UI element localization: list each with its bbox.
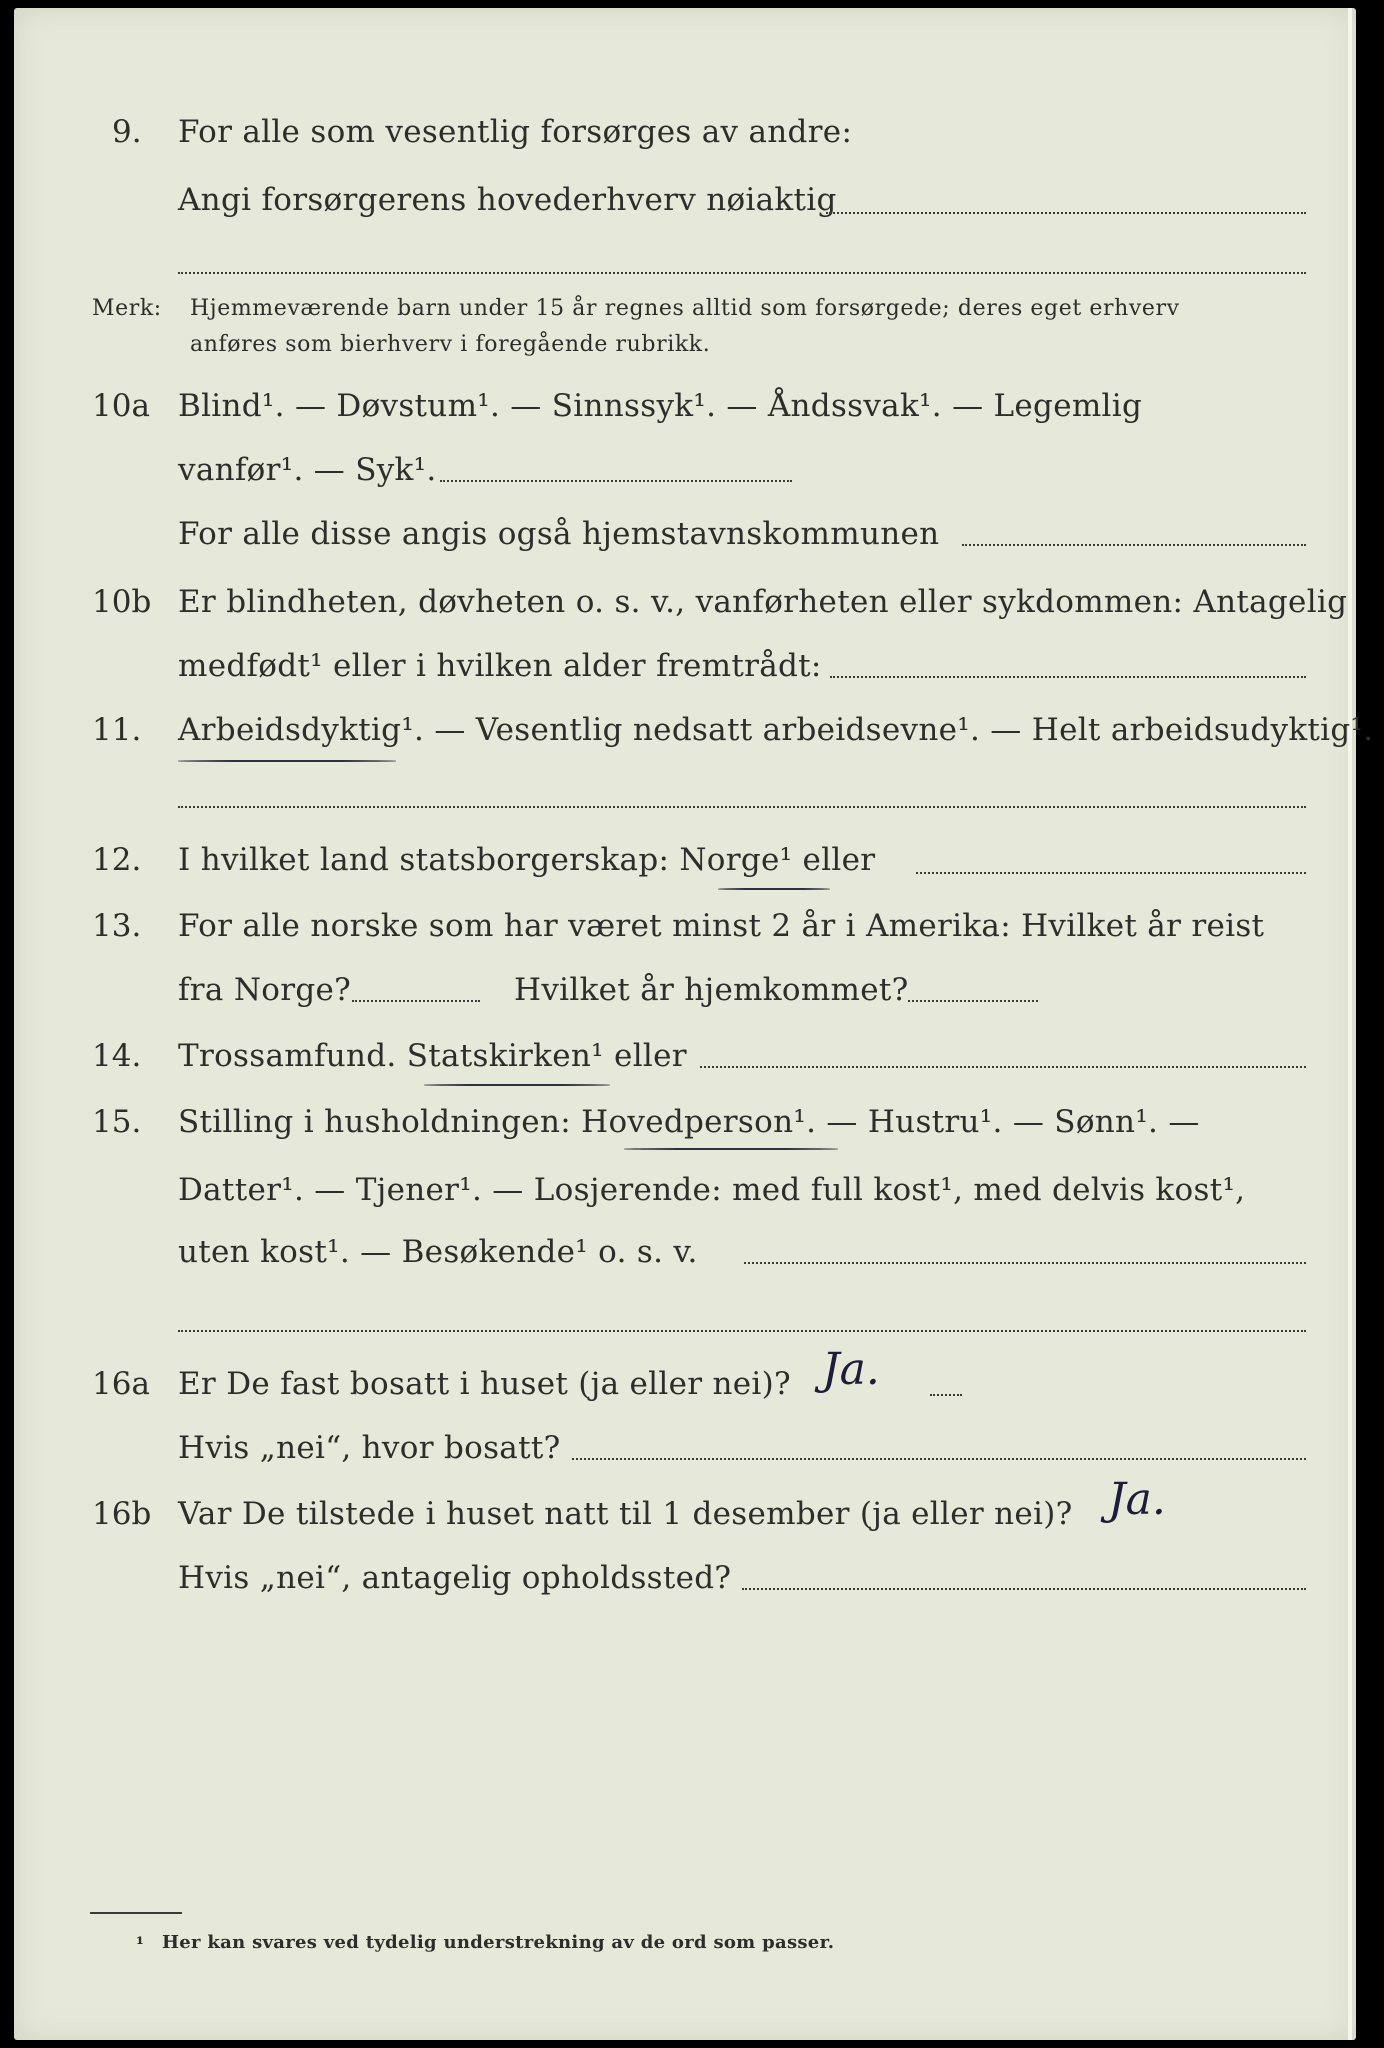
merk-line1: Hjemmeværende barn under 15 år regnes alltid som forsørgede; deres eget erhverv [190,296,1180,321]
q11-line1: Arbeidsdyktig¹. — Vesentlig nedsatt arbeidsevne¹. — Helt arbeidsudyktig¹. [178,712,1374,748]
q16b-line1: Var De tilstede i huset natt til 1 desember (ja eller nei)? [178,1496,1073,1532]
q16b-line2: Hvis „nei“, antagelig opholdssted? [178,1560,732,1596]
q9-answer-line [826,212,1306,214]
q10b-number: 10b [92,584,152,620]
merk-label: Merk: [92,296,162,321]
q16a-handwritten-answer: Ja. [822,1344,880,1395]
q12-underline-mark [718,888,830,890]
q15-line2: Datter¹. — Tjener¹. — Losjerende: med full kost¹, med delvis kost¹, [178,1172,1246,1208]
q9-line1: For alle som vesentlig forsørges av andre: [178,114,853,150]
q15-answer-line [744,1262,1306,1264]
q13-line2b: Hvilket år hjemkommet? [514,972,909,1008]
q10a-line2: vanfør¹. — Syk¹. [178,452,437,488]
q12-line1: I hvilket land statsborgerskap: Norge¹ eller [178,842,876,878]
q9-line2: Angi forsørgerens hovederhverv nøiaktig [178,182,837,218]
q11-extra-line [178,806,1306,808]
q10b-line2: medfødt¹ eller i hvilken alder fremtrådt: [178,648,822,684]
q14-line1: Trossamfund. Statskirken¹ eller [178,1038,687,1074]
q10a-kommune-line [962,544,1306,546]
q13-hjemkommet-line [908,1000,1038,1002]
q16b-number: 16b [92,1496,152,1532]
q16b-opholdssted-line [742,1588,1306,1590]
q14-number: 14. [92,1038,142,1074]
q13-line2a: fra Norge? [178,972,352,1008]
q15-number: 15. [92,1104,142,1140]
q13-line1: For alle norske som har været minst 2 år i Amerika: Hvilket år reist [178,908,1265,944]
q14-answer-line [700,1066,1306,1068]
q14-underline-mark [424,1084,610,1086]
q16a-line1: Er De fast bosatt i huset (ja eller nei)? [178,1366,791,1402]
q16a-bosatt-line [572,1458,1306,1460]
q16b-handwritten-answer: Ja. [1108,1474,1166,1525]
q16a-line2: Hvis „nei“, hvor bosatt? [178,1430,561,1466]
footnote-rule [90,1912,182,1914]
q10a-line3: For alle disse angis også hjemstavnskommunen [178,516,940,552]
q10b-answer-line [830,676,1306,678]
merk-line2: anføres som bierhverv i foregående rubrikk. [190,332,711,357]
q12-answer-line [916,872,1306,874]
footnote-text: Her kan svares ved tydelig understrekning av de ord som passer. [162,1932,835,1953]
q12-number: 12. [92,842,142,878]
q15-extra-line [178,1330,1306,1332]
page-edge [1348,8,1352,2040]
q13-reist-line [352,1000,480,1002]
q15-underline-mark [624,1148,838,1150]
q16a-number: 16a [92,1366,150,1402]
q9-number: 9. [112,114,142,150]
footnote-mark: ¹ [136,1934,145,1955]
q9-extra-line [178,272,1306,274]
q10a-line1: Blind¹. — Døvstum¹. — Sinnssyk¹. — Åndssvak¹. — Legemlig [178,388,1143,424]
q15-line1: Stilling i husholdningen: Hovedperson¹. — Hustru¹. — Sønn¹. — [178,1104,1200,1140]
q10a-number: 10a [92,388,150,424]
q11-underline-mark [178,760,396,762]
q13-number: 13. [92,908,142,944]
q10a-syk-line [440,480,792,482]
q15-line3: uten kost¹. — Besøkende¹ o. s. v. [178,1234,698,1270]
q16a-answer-line [930,1394,962,1396]
q11-number: 11. [92,712,142,748]
q10b-line1: Er blindheten, døvheten o. s. v., vanførheten eller sykdommen: Antagelig [178,584,1348,620]
